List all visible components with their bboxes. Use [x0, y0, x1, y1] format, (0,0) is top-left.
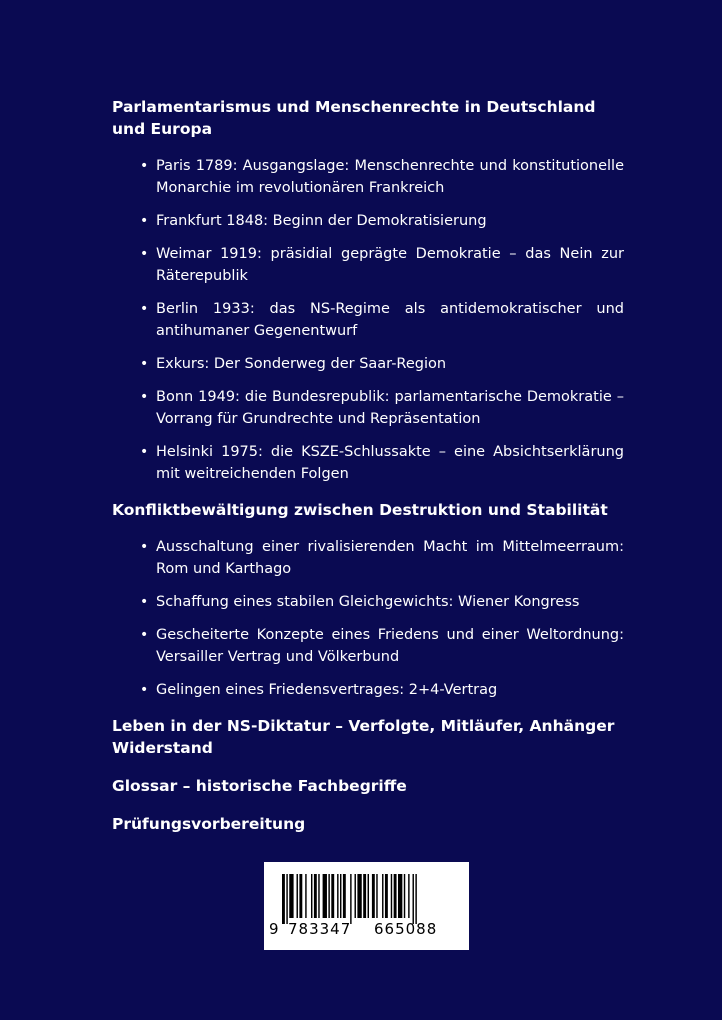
barcode-bar	[385, 874, 388, 918]
bullet-icon: •	[140, 444, 149, 460]
bullet-icon: •	[140, 246, 149, 262]
bullet-icon: •	[140, 356, 149, 372]
isbn-barcode	[264, 862, 469, 950]
barcode-bar	[297, 874, 298, 918]
barcode-bar	[357, 874, 361, 918]
list-item: • Exkurs: Der Sonderweg der Saar-Region	[112, 353, 624, 375]
list-item: • Ausschaltung einer rivalisierenden Macht im Mittelmeerraum: Rom und Karthago	[112, 536, 624, 580]
barcode-bar	[331, 874, 334, 918]
list-item: • Schaffung eines stabilen Gleichgewichts: Wiener Kongress	[112, 591, 624, 613]
list-item: • Paris 1789: Ausgangslage: Menschenrechte und konstitutionelle Monarchie im revolutionären Frankreich	[112, 155, 624, 199]
list-item: • Weimar 1919: präsidial geprägte Demokratie – das Nein zur Räterepublik	[112, 243, 624, 287]
bullet-icon: •	[140, 594, 149, 610]
barcode-left-digits: 783347	[288, 920, 352, 938]
barcode-bar	[289, 874, 293, 918]
list-item: • Gelingen eines Friedensvertrages: 2+4-Vertrag	[112, 679, 624, 701]
list-item: • Frankfurt 1848: Beginn der Demokratisierung	[112, 210, 624, 232]
barcode-bar	[398, 874, 402, 918]
barcode-bar	[286, 874, 287, 924]
barcode-bar	[350, 874, 351, 924]
back-cover-content	[112, 96, 624, 851]
list-item: • Gescheiterte Konzepte eines Friedens und einer Weltordnung: Versailler Vertrag und Völkerbund	[112, 624, 624, 668]
barcode-bar	[305, 874, 306, 918]
barcode-bar	[355, 874, 356, 918]
barcode-bar	[376, 874, 377, 918]
barcode-bar	[394, 874, 397, 918]
list-item: • Helsinki 1975: die KSZE-Schlussakte – eine Absichtserklärung mit weitreichenden Folgen	[112, 441, 624, 485]
section-parliamentarism	[112, 96, 624, 485]
barcode-bar	[314, 874, 317, 918]
barcode-bar	[408, 874, 409, 918]
bullet-icon: •	[140, 158, 149, 174]
section-item-list	[112, 155, 624, 485]
barcode-right-digits: 665088	[374, 920, 438, 938]
bullet-icon: •	[140, 389, 149, 405]
barcode-bar	[340, 874, 341, 918]
heading-ns-dictatorship: Leben in der NS-Diktatur – Verfolgte, Mitläufer, Anhänger Widerstand	[112, 717, 615, 757]
barcode-bar	[368, 874, 369, 918]
bullet-icon: •	[140, 301, 149, 317]
list-item: • Berlin 1933: das NS-Regime als antidemokratischer und antihumaner Gegenentwurf	[112, 298, 624, 342]
section-item-list	[112, 536, 624, 701]
barcode-bar	[337, 874, 338, 918]
barcode-bar	[311, 874, 312, 918]
section-heading: Parlamentarismus und Menschenrechte in Deutschland und Europa	[112, 98, 596, 138]
barcode-bar	[404, 874, 405, 918]
barcode-bar	[372, 874, 375, 918]
barcode-bar	[415, 874, 416, 924]
barcode-bar	[391, 874, 392, 918]
barcode-lead-digit: 9	[269, 920, 280, 938]
barcode-bars	[282, 874, 452, 924]
barcode-bar	[413, 874, 414, 924]
list-item: • Bonn 1949: die Bundesrepublik: parlamentarische Demokratie – Vorrang für Grundrechte und Repräsentation	[112, 386, 624, 430]
heading-glossary: Glossar – historische Fachbegriffe	[112, 777, 407, 795]
bullet-icon: •	[140, 627, 149, 643]
barcode-bar	[328, 874, 329, 918]
barcode-bar	[363, 874, 366, 918]
barcode-bar	[299, 874, 302, 918]
section-conflict	[112, 499, 624, 701]
section-heading: Konfliktbewältigung zwischen Destruktion und Stabilität	[112, 501, 608, 519]
barcode-bar	[282, 874, 285, 924]
barcode-bar	[318, 874, 319, 918]
barcode-bar	[323, 874, 327, 918]
heading-exam-prep: Prüfungsvorbereitung	[112, 815, 306, 833]
barcode-bar	[343, 874, 346, 918]
bullet-icon: •	[140, 539, 149, 555]
barcode-bar	[382, 874, 383, 918]
bullet-icon: •	[140, 682, 149, 698]
bullet-icon: •	[140, 213, 149, 229]
